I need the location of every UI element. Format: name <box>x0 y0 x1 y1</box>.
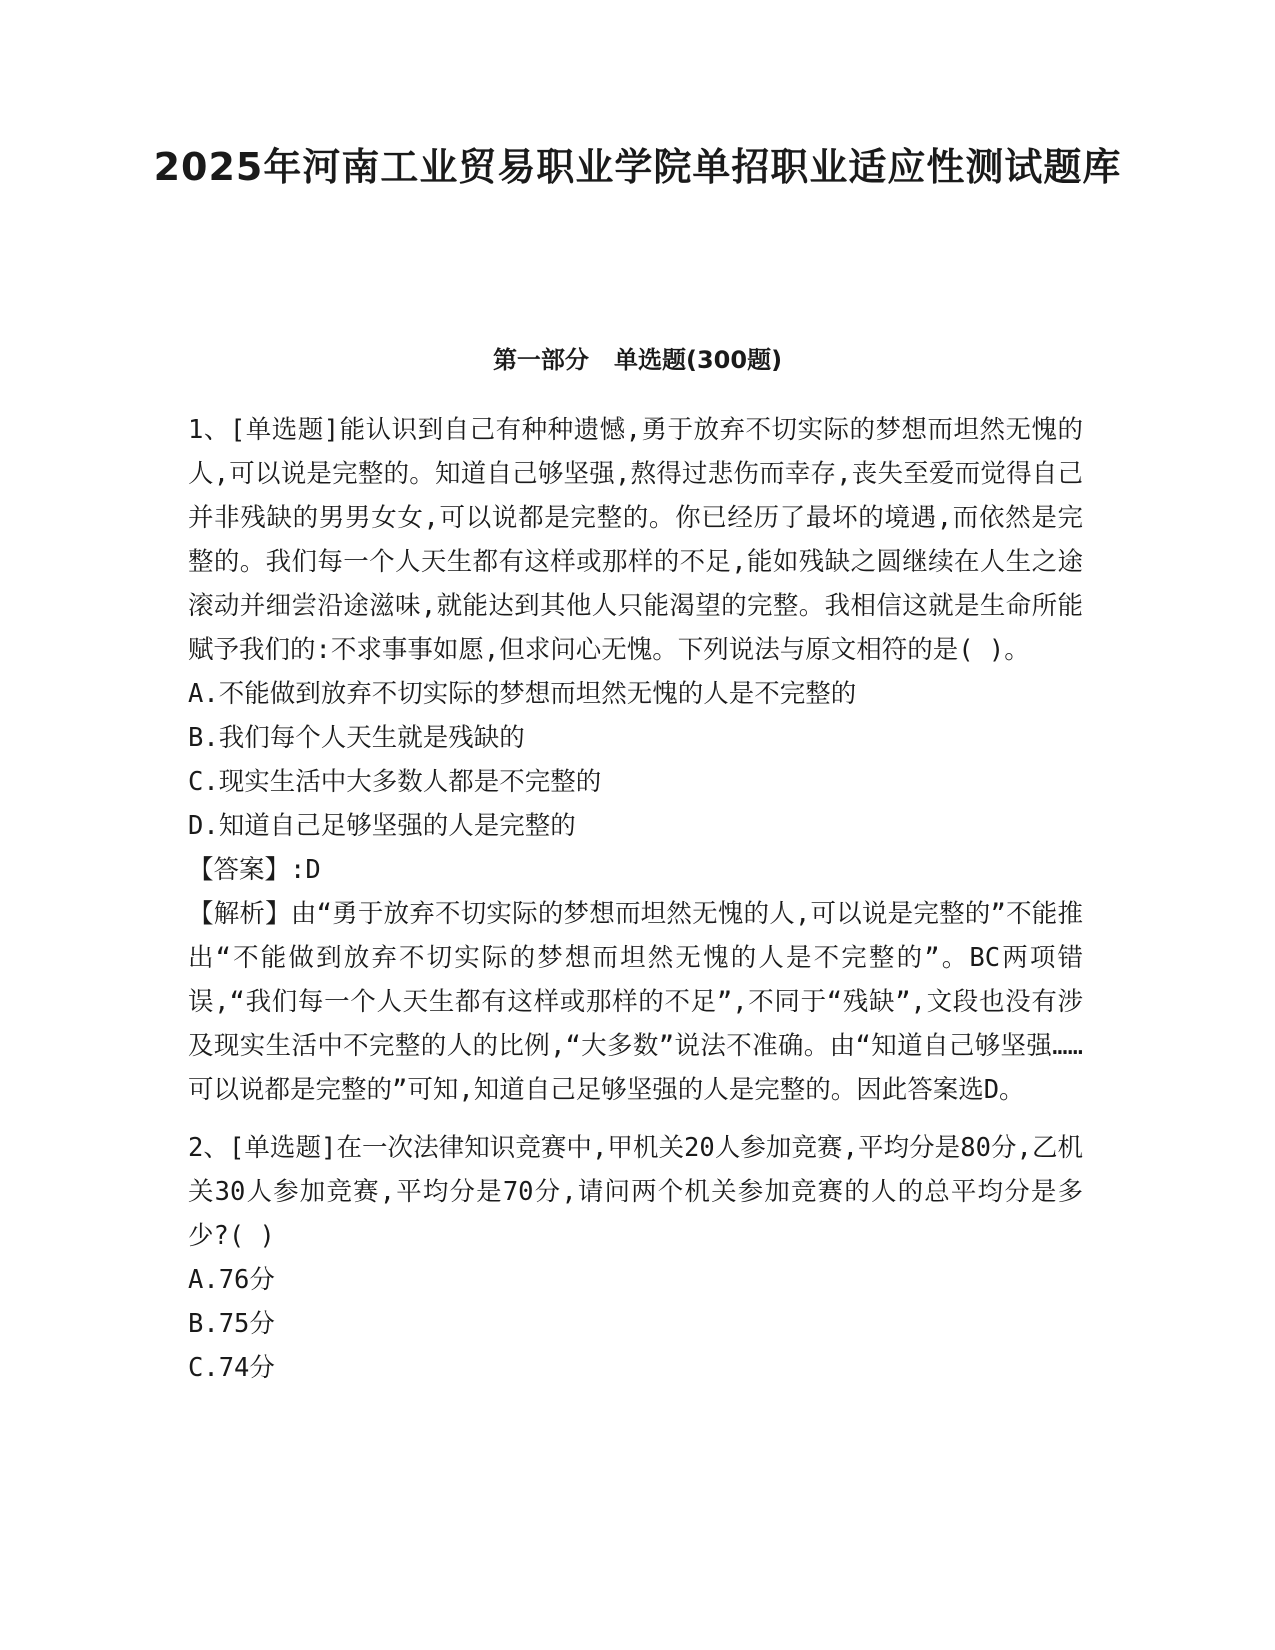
option-a: A.不能做到放弃不切实际的梦想而坦然无愧的人是不完整的 <box>188 679 857 709</box>
question-spacer <box>188 1112 1083 1126</box>
option-d: D.知道自己足够坚强的人是完整的 <box>188 811 576 841</box>
question-stem: 2、[单选题]在一次法律知识竞赛中,甲机关20人参加竞赛,平均分是80分,乙机关30人参加竞赛,平均分是70分,请问两个机关参加竞赛的人的总平均分是多少?( ) <box>188 1133 1083 1251</box>
option-c: C.74分 <box>188 1353 275 1383</box>
option-b: B.我们每个人天生就是残缺的 <box>188 723 525 753</box>
option-c: C.现实生活中大多数人都是不完整的 <box>188 767 602 797</box>
answer-line: 【答案】:D <box>188 855 321 885</box>
document-title: 2025年河南工业贸易职业学院单招职业适应性测试题库 <box>153 145 1122 189</box>
question-item <box>188 1126 1083 1390</box>
option-a: A.76分 <box>188 1265 275 1295</box>
section-heading: 第一部分 单选题(300题) <box>492 346 783 374</box>
question-list <box>188 408 1083 1390</box>
option-b: B.75分 <box>188 1309 275 1339</box>
analysis-text: 【解析】由“勇于放弃不切实际的梦想而坦然无愧的人,可以说是完整的”不能推出“不能做到放弃不切实际的梦想而坦然无愧的人是不完整的”。BC两项错误,“我们每一个人天生都有这样或那样的不足”,不同于“残缺”,文段也没有涉及现实生活中不完整的人的比例,“大多数”说法不准确。由“知道自己够坚强……可以说都是完整的”可知,知道自己足够坚强的人是完整的。因此答案选D。 <box>188 899 1083 1105</box>
question-item <box>188 408 1083 1112</box>
question-stem: 1、[单选题]能认识到自己有种种遗憾,勇于放弃不切实际的梦想而坦然无愧的人,可以说是完整的。知道自己够坚强,熬得过悲伤而幸存,丧失至爱而觉得自己并非残缺的男男女女,可以说都是完整的。你已经历了最坏的境遇,而依然是完整的。我们每一个人天生都有这样或那样的不足,能如残缺之圆继续在人生之途滚动并细尝沿途滋味,就能达到其他人只能渴望的完整。我相信这就是生命所能赋予我们的:不求事事如愿,但求问心无愧。下列说法与原文相符的是( )。 <box>188 415 1083 665</box>
